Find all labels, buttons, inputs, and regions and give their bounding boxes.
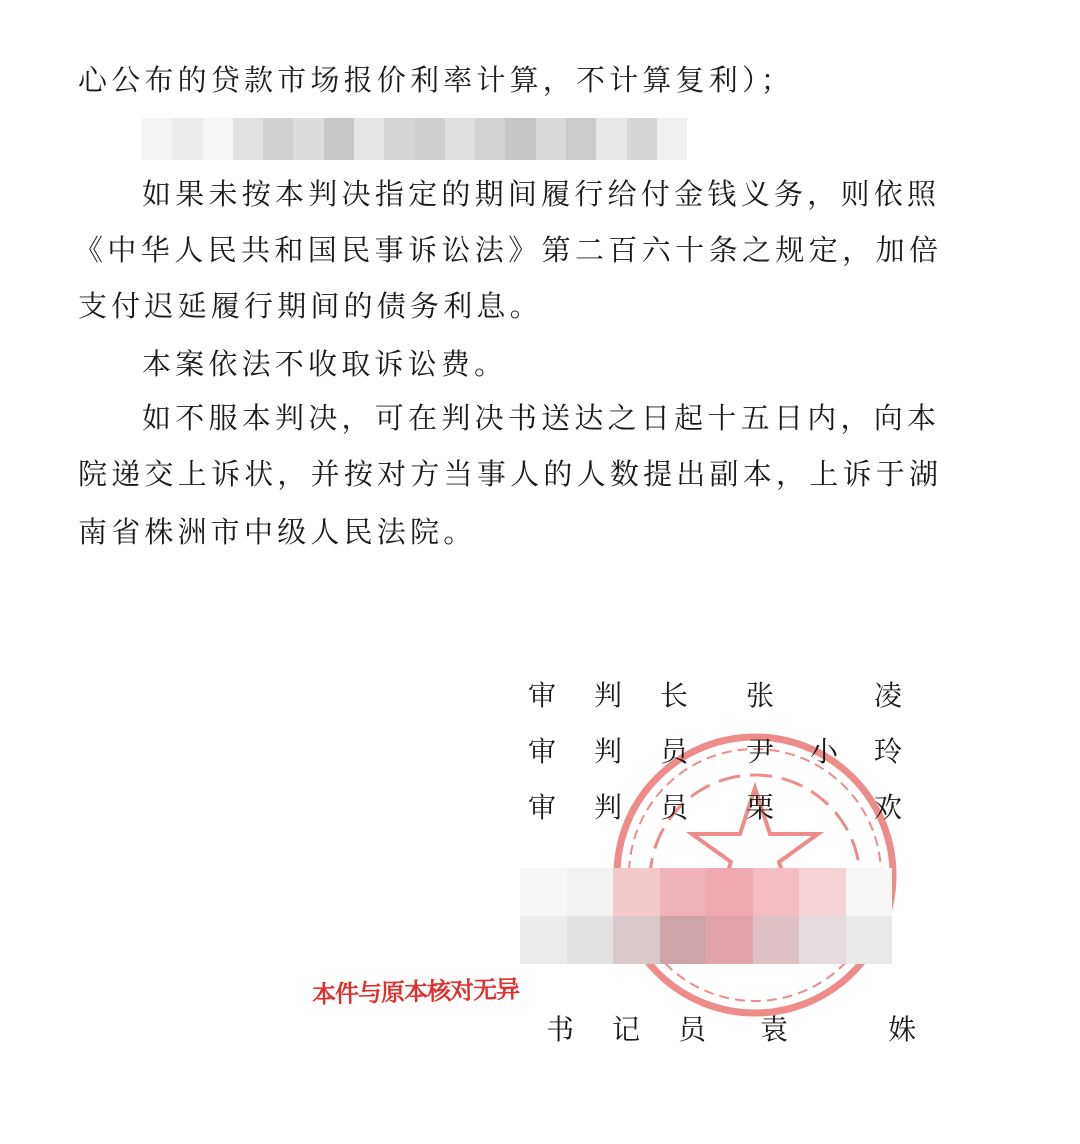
title-char: 判 [594, 735, 623, 768]
name-char: 栗 [746, 791, 775, 824]
title-char: 长 [660, 679, 689, 712]
paragraph-line: 心公布的贷款市场报价利率计算，不计算复利）； [78, 63, 794, 97]
name-char: 玲 [874, 735, 903, 768]
name-char: 小 [810, 735, 839, 768]
signature-judge-1 [528, 732, 908, 772]
paragraph-line: 南省株洲市中级人民法院。 [78, 515, 477, 549]
redacted-date-region [520, 868, 892, 964]
title-char: 员 [660, 735, 689, 768]
name-char: 姝 [888, 1013, 917, 1046]
certification-stamp-text: 本件与原本核对无异 [311, 975, 520, 1009]
paragraph-line: 本案依法不收取诉讼费。 [142, 347, 508, 381]
name-char: 凌 [874, 679, 903, 712]
title-char: 员 [678, 1013, 707, 1046]
signature-presiding-judge [528, 676, 908, 716]
title-char: 审 [528, 791, 557, 824]
title-char: 书 [546, 1013, 575, 1046]
paragraph-line: 《中华人民共和国民事诉讼法》第二百六十条之规定，加倍 [74, 233, 938, 267]
title-char: 员 [660, 791, 689, 824]
title-char: 审 [528, 679, 557, 712]
title-char: 判 [594, 791, 623, 824]
redacted-region [142, 118, 687, 160]
signature-clerk [546, 1010, 926, 1050]
signature-judge-2 [528, 788, 908, 828]
paragraph-line: 支付迟延履行期间的债务利息。 [78, 289, 543, 323]
name-char: 袁 [760, 1013, 789, 1046]
paragraph-line: 院递交上诉状，并按对方当事人的人数提出副本，上诉于湖 [78, 457, 938, 491]
paragraph-line: 如果未按本判决指定的期间履行给付金钱义务，则依照 [142, 177, 936, 211]
title-char: 判 [594, 679, 623, 712]
title-char: 记 [612, 1013, 641, 1046]
paragraph-line: 如不服本判决，可在判决书送达之日起十五日内，向本 [142, 401, 936, 435]
name-char: 欢 [874, 791, 903, 824]
title-char: 审 [528, 735, 557, 768]
name-char: 张 [746, 679, 775, 712]
name-char: 尹 [746, 735, 775, 768]
